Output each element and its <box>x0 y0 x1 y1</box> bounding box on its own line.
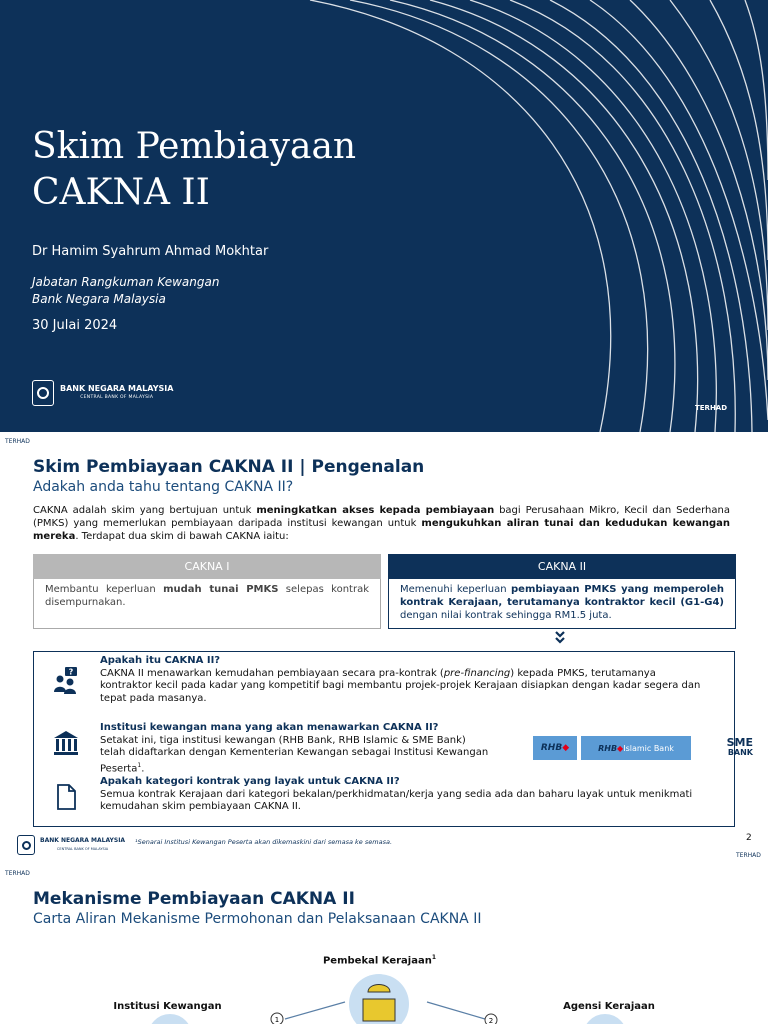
classification-bottom: TERHAD <box>736 852 761 859</box>
decorative-curves <box>0 0 768 432</box>
cover-date: 30 Julai 2024 <box>32 318 118 333</box>
slide3-title: Mekanisme Pembiayaan CAKNA II <box>33 889 355 909</box>
svg-text:?: ? <box>68 667 74 677</box>
node-pembekal-kerajaan: Pembekal Kerajaan$^1$ <box>322 954 437 967</box>
slide2-title: Skim Pembiayaan CAKNA II | Pengenalan <box>33 457 425 477</box>
bnm-logo <box>32 380 173 406</box>
slide3-subtitle: Carta Aliran Mekanisme Permohonan dan Pelaksanaan CAKNA II <box>33 911 482 927</box>
rhb-islamic-logo: RHB ◆ Islamic Bank <box>581 736 691 760</box>
faq-item-2 <box>100 722 530 775</box>
sme-bank-logo: SME BANK <box>726 736 753 757</box>
cover-title <box>32 124 452 216</box>
cover-department <box>32 274 219 308</box>
node-institusi-kewangan: Institusi Kewangan <box>113 1001 222 1012</box>
cakna1-card <box>33 554 381 629</box>
footer-bnm-logo <box>17 835 125 855</box>
step-2-label: 2 <box>488 1017 494 1024</box>
node-agensi-kerajaan: Agensi Kerajaan <box>563 1001 655 1012</box>
step-1-label: 1 <box>274 1016 280 1024</box>
bank-icon <box>52 729 80 757</box>
cover-slide <box>0 0 768 432</box>
bnm-emblem-icon <box>17 835 35 855</box>
page-number: 2 <box>746 833 752 843</box>
cakna2-header: CAKNA II <box>388 554 736 579</box>
cover-title-line2: CAKNA II <box>32 172 210 213</box>
slide2-subtitle: Adakah anda tahu tentang CAKNA II? <box>33 479 294 495</box>
cover-author: Dr Hamim Syahrum Ahmad Mokhtar <box>32 244 269 259</box>
bnm-emblem-icon <box>32 380 54 406</box>
cover-dept-line1: Jabatan Rangkuman Kewangan <box>32 275 220 289</box>
double-chevron-down-icon <box>553 631 567 645</box>
cakna1-header: CAKNA I <box>33 554 381 579</box>
footer-logo-name: BANK NEGARA MALAYSIA <box>40 837 126 844</box>
people-question-icon <box>52 666 80 694</box>
footer-logo-sub: CENTRAL BANK OF MALAYSIA <box>56 847 109 851</box>
cakna2-card <box>388 554 736 629</box>
bnm-logo-sub: CENTRAL BANK OF MALAYSIA <box>80 395 154 400</box>
classification-top: TERHAD <box>5 870 30 877</box>
rhb-bank-logo: RHB ◆ <box>533 736 577 760</box>
intro-paragraph: CAKNA adalah skim yang bertujuan untuk meningkatkan akses kepada pembiayaan bagi Perusahaan Mikro, Kecil dan Sederhana (PMKS) yang memerlukan pembiayaan daripada institusi kewangan untuk mengukuhkan aliran tunai dan kedudukan kewangan mereka. Terdapat dua skim di bawah CAKNA iaitu: <box>33 505 730 542</box>
cakna1-body: Membantu keperluan mudah tunai PMKS selepas kontrak disempurnakan. <box>33 579 381 629</box>
faq-item-1 <box>100 655 710 705</box>
intro-slide <box>0 432 768 864</box>
faq-answer-3: Semua kontrak Kerajaan dari kategori bekalan/perkhidmatan/kerja yang sedia ada dan baharu layak untuk menikmati kemudahan skim pembiayaan CAKNA II. <box>100 788 693 812</box>
classification-label: TERHAD <box>695 404 728 412</box>
faq-question-1: Apakah itu CAKNA II? <box>100 655 221 666</box>
bnm-logo-name: BANK NEGARA MALAYSIA <box>60 384 174 393</box>
cover-dept-line2: Bank Negara Malaysia <box>32 292 166 306</box>
flow-diagram <box>0 864 768 1024</box>
faq-question-2: Institusi kewangan mana yang akan menawarkan CAKNA II? <box>100 722 439 733</box>
faq-answer-2-line1: Setakat ini, tiga institusi kewangan (RHB Bank, RHB Islamic & SME Bank) <box>100 734 466 746</box>
footnote: ¹Senarai Institusi Kewangan Peserta akan dikemaskini dari semasa ke semasa. <box>135 838 393 846</box>
mechanism-slide <box>0 864 768 1024</box>
bank-logos <box>533 736 753 760</box>
faq-question-3: Apakah kategori kontrak yang layak untuk CAKNA II? <box>100 776 400 787</box>
faq-answer-1: CAKNA II menawarkan kemudahan pembiayaan secara pra-kontrak (pre-financing) kepada PMKS, terutamanya kontraktor kecil pada kadar yang kompetitif bagi membantu projek-projek Kerajaan disiapkan dengan kadar segera dan tepat pada masanya. <box>100 667 701 704</box>
document-icon <box>52 783 80 811</box>
classification-top: TERHAD <box>5 438 30 445</box>
cakna2-body: Memenuhi keperluan pembiayaan PMKS yang memperoleh kontrak Kerajaan, terutamanya kontraktor kecil (G1-G4) dengan nilai kontrak sehingga RM1.5 juta. <box>388 579 736 629</box>
cover-title-line1: Skim Pembiayaan <box>32 126 357 167</box>
faq-answer-2-line2: telah didaftarkan dengan Kementerian Kewangan sebagai Institusi Kewangan Peserta$^1$. <box>100 747 489 774</box>
faq-item-3 <box>100 776 710 814</box>
